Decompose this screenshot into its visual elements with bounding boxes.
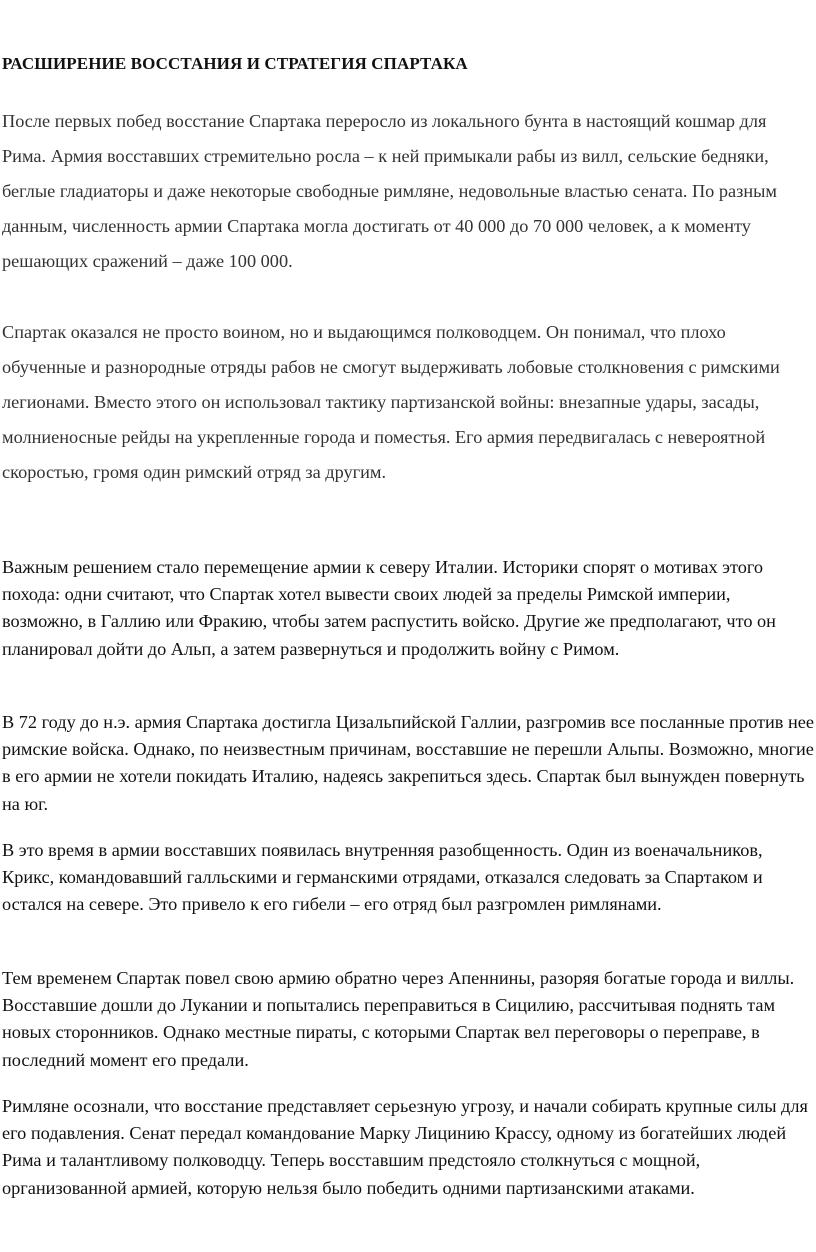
paragraph-march-north: Важным решением стало перемещение армии к северу Италии. Историки спорят о мотивах этого похода: одни считают, что Спартак хотел вывести своих людей за пределы Римской империи, возможно, в Галлию или Фракию, чтобы затем распустить войско. Другие же предполагают, что он планировал дойти до Альп, а затем развернуться и продолжить войну с Римом. [2, 557, 776, 659]
paragraph-cisalpine-gaul: В 72 году до н.э. армия Спартака достигла Цизальпийской Галлии, разгромив все посланные против нее римские войска. Однако, по неизвестным причинам, восставшие не перешли Альпы. Возможно, многие в его армии не хотели покидать Италию, надеясь закрепиться здесь. Спартак был вынужден повернуть на юг. [2, 712, 814, 814]
paragraph-crixus-split: В это время в армии восставших появилась внутренняя разобщенность. Один из военачальников, Крикс, командовавший галльскими и германскими отрядами, отказался следовать за Спартаком и остался на севере. Это привело к его гибели – его отряд был разгромлен римлянами. [2, 840, 763, 915]
paragraph-guerrilla-tactics: Спартак оказался не просто воином, но и выдающимся полководцем. Он понимал, что плохо обученные и разнородные отряды рабов не смогут выдерживать лобовые столкновения с римскими легионами. Вместо этого он использовал тактику партизанской войны: внезапные удары, засады, молниеносные рейды на укрепленные города и поместья. Его армия передвигалась с невероятной скоростью, громя один римский отряд за другим. [2, 322, 780, 482]
document-title: РАСШИРЕНИЕ ВОССТАНИЯ И СТРАТЕГИЯ СПАРТАКА [2, 54, 468, 73]
paragraph-crassus-command: Римляне осознали, что восстание представляет серьезную угрозу, и начали собирать крупные силы для его подавления. Сенат передал командование Марку Лицинию Крассу, одному из богатейших людей Рима и талантливому полководцу. Теперь восставшим предстояло столкнуться с мощной, организованной армией, которую нельзя было победить одними партизанскими атаками. [2, 1096, 808, 1198]
paragraph-pirates-betrayal: Тем временем Спартак повел свою армию обратно через Апеннины, разоряя богатые города и виллы. Восставшие дошли до Лукании и попытались переправиться в Сицилию, рассчитывая поднять там новых сторонников. Однако местные пираты, с которыми Спартак вел переговоры о переправе, в последний момент его предали. [2, 968, 795, 1070]
paragraph-army-growth: После первых побед восстание Спартака переросло из локального бунта в настоящий кошмар для Рима. Армия восставших стремительно росла – к ней примыкали рабы из вилл, сельские бедняки, беглые гладиаторы и даже некоторые свободные римляне, недовольные властью сената. По разным данным, численность армии Спартака могла достигать от 40 000 до 70 000 человек, а к моменту решающих сражений – даже 100 000. [2, 111, 778, 271]
